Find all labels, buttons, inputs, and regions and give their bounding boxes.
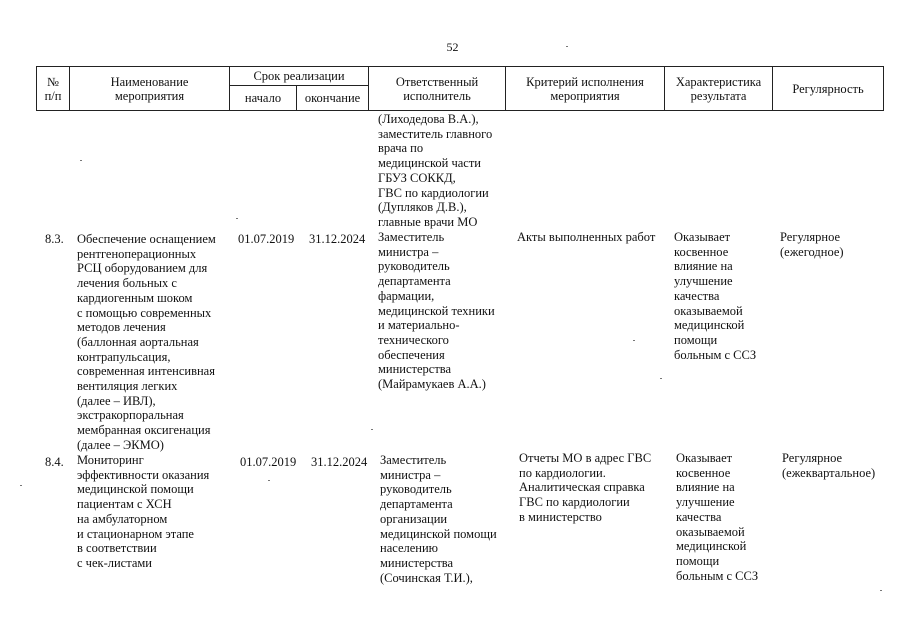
continuation-responsible: (Лиходедова В.А.), заместитель главного врача по медицинской части ГБУЗ СОККД, ГВС по кардиологии (Дупляков Д.В.), главные врачи МО: [378, 112, 493, 229]
row-8-4-start: 01.07.2019: [240, 455, 297, 469]
scan-speck: [660, 378, 662, 379]
scan-speck: [880, 590, 882, 591]
row-8-4-name: Мониторинг эффективности оказания медицинской помощи пациентам с ХСН на амбулаторном и стационарном этапе в соответствии с чек-листами: [77, 453, 210, 570]
row-8-3-start: 01.07.2019: [238, 232, 295, 246]
header-result: Характеристика результата: [665, 67, 773, 111]
scan-speck: [633, 340, 635, 341]
header-number: № п/п: [37, 67, 70, 111]
page-number: 52: [446, 40, 459, 54]
header-name: Наименование мероприятия: [70, 67, 230, 111]
row-8-3-result: Оказывает косвенное влияние на улучшение качества оказываемой медицинской помощи больным с ССЗ: [674, 230, 757, 362]
row-8-4-number: 8.4.: [45, 455, 64, 469]
row-8-4-end: 31.12.2024: [311, 455, 368, 469]
row-8-3-number: 8.3.: [45, 232, 64, 246]
row-8-4-result: Оказывает косвенное влияние на улучшение качества оказываемой медицинской помощи больным с ССЗ: [676, 451, 759, 583]
scan-speck: [566, 46, 568, 47]
scan-speck: [371, 429, 373, 430]
header-start: начало: [230, 86, 297, 111]
table-header: [36, 66, 884, 111]
row-8-3-name: Обеспечение оснащением рентгеноперационных РСЦ оборудованием для лечения больных с кардиогенным шоком с помощью современных методов лечения (баллонная аортальная контрапульсация, современная интенсивная вентиляция легких (далее – ИВЛ), экстракорпоральная мембранная оксигенация (далее – ЭКМО): [77, 232, 216, 452]
row-8-4-regularity: Регулярное (ежеквартальное): [782, 451, 876, 480]
header-end: окончание: [297, 86, 369, 111]
scan-speck: [80, 160, 82, 161]
scan-speck: [268, 480, 270, 481]
scan-speck: [236, 218, 238, 219]
header-term: Срок реализации: [230, 67, 369, 86]
row-8-3-end: 31.12.2024: [309, 232, 366, 246]
header-regularity: Регулярность: [773, 67, 884, 111]
row-8-3-regularity: Регулярное (ежегодное): [780, 230, 844, 259]
row-8-3-responsible: Заместитель министра – руководитель департамента фармации, медицинской техники и материально- технического обеспечения министерства (Майрамукаев А.А.): [378, 230, 495, 392]
row-8-4-criterion: Отчеты МО в адрес ГВС по кардиологии. Аналитическая справка ГВС по кардиологии в министерство: [519, 451, 652, 524]
scan-speck: [20, 485, 22, 486]
header-criterion: Критерий исполнения мероприятия: [506, 67, 665, 111]
row-8-4-responsible: Заместитель министра – руководитель департамента организации медицинской помощи населению министерства (Сочинская Т.И.),: [380, 453, 497, 585]
header-responsible: Ответственный исполнитель: [369, 67, 506, 111]
row-8-3-criterion: Акты выполненных работ: [517, 230, 656, 244]
